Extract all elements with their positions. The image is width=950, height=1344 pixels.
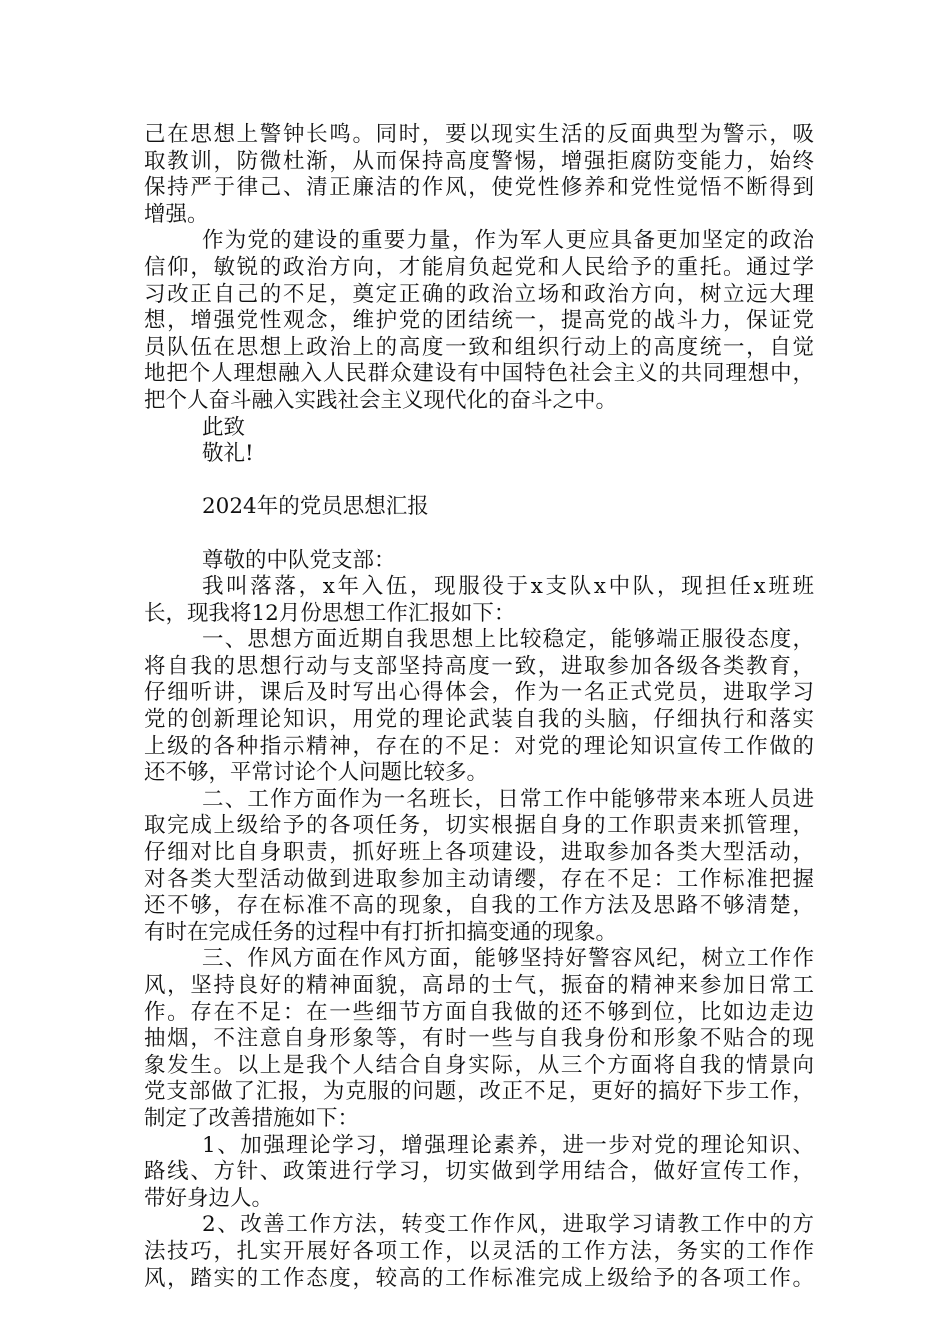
text-line: 此致 bbox=[202, 414, 246, 440]
text-line: 还不够，存在标准不高的现象，自我的工作方法及思路不够清楚， bbox=[144, 893, 814, 919]
text-line: 作为党的建设的重要力量，作为军人更应具备更加坚定的政治 bbox=[202, 228, 814, 254]
blank-line bbox=[144, 468, 814, 495]
text-line: 将自我的思想行动与支部坚持高度一致，进取参加各级各类教育， bbox=[144, 653, 814, 679]
text-line: 信仰，敏锐的政治方向，才能肩负起党和人民给予的重托。通过学 bbox=[144, 254, 814, 280]
text-line: 长，现我将12月份思想工作汇报如下： bbox=[144, 600, 516, 626]
text-line: 上级的各种指示精神，存在的不足：对党的理论知识宣传工作做的 bbox=[144, 733, 814, 759]
text-line: 三、作风方面在作风方面，能够坚持好警容风纪，树立工作作 bbox=[202, 946, 814, 972]
text-line: 象发生。以上是我个人结合自身实际，从三个方面将自我的情景向 bbox=[144, 1052, 814, 1078]
text-line: 制定了改善措施如下： bbox=[144, 1105, 360, 1131]
text-line: 风，踏实的工作态度，较高的工作标准完成上级给予的各项工作。 bbox=[144, 1265, 814, 1291]
text-line: 2024年的党员思想汇报 bbox=[202, 494, 429, 520]
text-line: 党的创新理论知识，用党的理论武装自我的头脑，仔细执行和落实 bbox=[144, 707, 814, 733]
text-line: 尊敬的中队党支部： bbox=[202, 547, 396, 573]
text-line: 想，增强党性观念，维护党的团结统一，提高党的战斗力，保证党 bbox=[144, 308, 814, 334]
text-line: 一、思想方面近期自我思想上比较稳定，能够端正服役态度， bbox=[202, 627, 814, 653]
text-line: 抽烟，不注意自身形象等，有时一些与自我身份和形象不贴合的现 bbox=[144, 1026, 814, 1052]
text-line: 我叫落落，x年入伍，现服役于x支队x中队，现担任x班班 bbox=[202, 574, 814, 600]
document-page bbox=[144, 122, 814, 1292]
text-line: 习改正自己的不足，奠定正确的政治立场和政治方向，树立远大理 bbox=[144, 281, 814, 307]
text-line: 员队伍在思想上政治上的高度一致和组织行动上的高度统一，自觉 bbox=[144, 334, 814, 360]
text-line: 1、加强理论学习，增强理论素养，进一步对党的理论知识、 bbox=[202, 1132, 814, 1158]
text-line: 把个人奋斗融入实践社会主义现代化的奋斗之中。 bbox=[144, 387, 618, 413]
text-line: 二、工作方面作为一名班长，日常工作中能够带来本班人员进 bbox=[202, 786, 814, 812]
text-line: 2、改善工作方法，转变工作作风，进取学习请教工作中的方 bbox=[202, 1212, 814, 1238]
text-line: 带好身边人。 bbox=[144, 1185, 274, 1211]
text-line: 地把个人理想融入人民群众建设有中国特色社会主义的共同理想中， bbox=[144, 361, 814, 387]
text-line: 取教训，防微杜渐，从而保持高度警惕，增强拒腐防变能力，始终 bbox=[144, 148, 814, 174]
text-line: 法技巧，扎实开展好各项工作，以灵活的工作方法，务实的工作作 bbox=[144, 1238, 814, 1264]
text-line: 路线、方针、政策进行学习，切实做到学用结合，做好宣传工作， bbox=[144, 1159, 814, 1185]
text-line: 己在思想上警钟长鸣。同时，要以现实生活的反面典型为警示，吸 bbox=[144, 122, 814, 147]
text-line: 仔细听讲，课后及时写出心得体会，作为一名正式党员，进取学习 bbox=[144, 680, 814, 706]
text-line: 对各类大型活动做到进取参加主动请缨，存在不足：工作标准把握 bbox=[144, 866, 814, 892]
text-line: 增强。 bbox=[144, 201, 209, 227]
text-line: 仔细对比自身职责，抓好班上各项建设，进取参加各类大型活动， bbox=[144, 840, 814, 866]
blank-line bbox=[144, 521, 814, 548]
text-line: 保持严于律己、清正廉洁的作风，使党性修养和党性觉悟不断得到 bbox=[144, 175, 814, 201]
text-line: 风，坚持良好的精神面貌，高昂的士气，振奋的精神来参加日常工 bbox=[144, 973, 814, 998]
text-line: 有时在完成任务的过程中有打折扣搞变通的现象。 bbox=[144, 919, 618, 945]
text-line: 作。存在不足：在一些细节方面自我做的还不够到位，比如边走边 bbox=[144, 999, 814, 1025]
text-line: 敬礼! bbox=[202, 441, 254, 467]
text-line: 取完成上级给予的各项任务，切实根据自身的工作职责来抓管理， bbox=[144, 813, 814, 839]
text-line: 党支部做了汇报，为克服的问题，改正不足，更好的搞好下步工作， bbox=[144, 1079, 814, 1105]
text-line: 还不够，平常讨论个人问题比较多。 bbox=[144, 760, 489, 786]
